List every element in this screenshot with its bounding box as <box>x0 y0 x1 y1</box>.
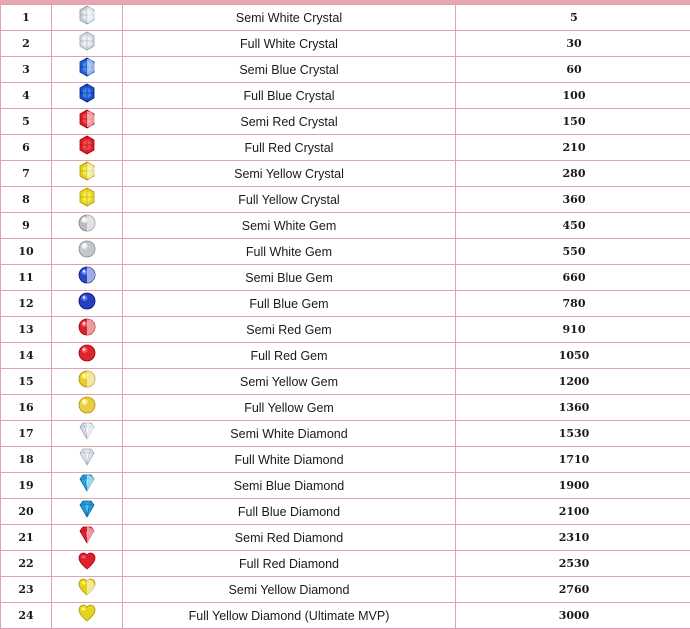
item-name: Full Red Diamond <box>123 551 456 577</box>
table-row <box>1 395 690 421</box>
item-value: 1050 <box>456 343 690 369</box>
full-blue-diamond-icon <box>77 499 97 524</box>
full-yellow-crystal-icon <box>77 187 97 212</box>
row-number: 24 <box>1 603 52 629</box>
item-value: 1710 <box>456 447 690 473</box>
table-row <box>1 31 690 57</box>
item-value: 1200 <box>456 369 690 395</box>
full-yellow-gem-icon <box>77 395 97 420</box>
table-row <box>1 5 690 31</box>
row-number: 6 <box>1 135 52 161</box>
icon-cell <box>52 161 123 187</box>
icon-cell <box>52 57 123 83</box>
table-row <box>1 551 690 577</box>
item-name: Semi White Crystal <box>123 5 456 31</box>
row-number: 20 <box>1 499 52 525</box>
semi-yellow-gem-icon <box>77 369 97 394</box>
row-number: 3 <box>1 57 52 83</box>
icon-cell <box>52 421 123 447</box>
item-value: 280 <box>456 161 690 187</box>
item-name: Full Red Crystal <box>123 135 456 161</box>
item-name: Semi Blue Crystal <box>123 57 456 83</box>
table-row <box>1 603 690 629</box>
row-number: 22 <box>1 551 52 577</box>
icon-cell <box>52 291 123 317</box>
full-red-diamond-icon <box>77 551 97 576</box>
item-value: 550 <box>456 239 690 265</box>
item-name: Full White Crystal <box>123 31 456 57</box>
icon-cell <box>52 213 123 239</box>
semi-white-gem-icon <box>77 213 97 238</box>
table-row <box>1 343 690 369</box>
full-red-gem-icon <box>77 343 97 368</box>
icon-cell <box>52 369 123 395</box>
table-row <box>1 213 690 239</box>
table-row <box>1 161 690 187</box>
item-value: 210 <box>456 135 690 161</box>
item-value: 450 <box>456 213 690 239</box>
row-number: 13 <box>1 317 52 343</box>
row-number: 8 <box>1 187 52 213</box>
icon-cell <box>52 109 123 135</box>
table-row <box>1 265 690 291</box>
item-name: Semi Red Gem <box>123 317 456 343</box>
full-white-gem-icon <box>77 239 97 264</box>
row-number: 2 <box>1 31 52 57</box>
icon-cell <box>52 265 123 291</box>
full-blue-crystal-icon <box>77 83 97 108</box>
item-value: 100 <box>456 83 690 109</box>
table-row <box>1 369 690 395</box>
full-white-diamond-icon <box>77 447 97 472</box>
icon-cell <box>52 135 123 161</box>
table-row <box>1 291 690 317</box>
item-value: 360 <box>456 187 690 213</box>
table-row <box>1 135 690 161</box>
icon-cell <box>52 187 123 213</box>
item-name: Semi Blue Gem <box>123 265 456 291</box>
item-name: Full Yellow Crystal <box>123 187 456 213</box>
item-name: Semi Red Diamond <box>123 525 456 551</box>
item-value: 1360 <box>456 395 690 421</box>
icon-cell <box>52 447 123 473</box>
table-row <box>1 577 690 603</box>
icon-cell <box>52 317 123 343</box>
full-yellow-diamond-icon <box>77 603 97 628</box>
item-value: 5 <box>456 5 690 31</box>
gem-reward-table <box>0 4 690 629</box>
row-number: 9 <box>1 213 52 239</box>
semi-blue-crystal-icon <box>77 57 97 82</box>
icon-cell <box>52 5 123 31</box>
icon-cell <box>52 603 123 629</box>
icon-cell <box>52 499 123 525</box>
icon-cell <box>52 239 123 265</box>
item-value: 910 <box>456 317 690 343</box>
semi-blue-diamond-icon <box>77 473 97 498</box>
row-number: 16 <box>1 395 52 421</box>
item-value: 1530 <box>456 421 690 447</box>
item-name: Semi White Diamond <box>123 421 456 447</box>
row-number: 23 <box>1 577 52 603</box>
icon-cell <box>52 577 123 603</box>
item-value: 30 <box>456 31 690 57</box>
item-value: 1900 <box>456 473 690 499</box>
table-row <box>1 187 690 213</box>
item-name: Semi Red Crystal <box>123 109 456 135</box>
item-name: Semi Yellow Gem <box>123 369 456 395</box>
item-value: 150 <box>456 109 690 135</box>
table-row <box>1 473 690 499</box>
item-name: Full Yellow Gem <box>123 395 456 421</box>
item-name: Full White Diamond <box>123 447 456 473</box>
item-value: 60 <box>456 57 690 83</box>
table-row <box>1 421 690 447</box>
icon-cell <box>52 83 123 109</box>
semi-red-diamond-icon <box>77 525 97 550</box>
row-number: 21 <box>1 525 52 551</box>
row-number: 10 <box>1 239 52 265</box>
table-row <box>1 109 690 135</box>
icon-cell <box>52 525 123 551</box>
table-row <box>1 239 690 265</box>
item-name: Full Red Gem <box>123 343 456 369</box>
semi-red-crystal-icon <box>77 109 97 134</box>
row-number: 11 <box>1 265 52 291</box>
full-white-crystal-icon <box>77 31 97 56</box>
semi-white-diamond-icon <box>77 421 97 446</box>
item-name: Semi White Gem <box>123 213 456 239</box>
table-row <box>1 499 690 525</box>
table-row <box>1 525 690 551</box>
row-number: 4 <box>1 83 52 109</box>
item-name: Semi Blue Diamond <box>123 473 456 499</box>
item-value: 2530 <box>456 551 690 577</box>
icon-cell <box>52 551 123 577</box>
icon-cell <box>52 473 123 499</box>
row-number: 19 <box>1 473 52 499</box>
item-value: 2310 <box>456 525 690 551</box>
table-row <box>1 83 690 109</box>
item-name: Semi Yellow Crystal <box>123 161 456 187</box>
item-value: 660 <box>456 265 690 291</box>
icon-cell <box>52 395 123 421</box>
table-row <box>1 447 690 473</box>
item-name: Full Blue Diamond <box>123 499 456 525</box>
item-name: Semi Yellow Diamond <box>123 577 456 603</box>
item-value: 780 <box>456 291 690 317</box>
item-value: 2100 <box>456 499 690 525</box>
full-blue-gem-icon <box>77 291 97 316</box>
icon-cell <box>52 343 123 369</box>
row-number: 18 <box>1 447 52 473</box>
semi-red-gem-icon <box>77 317 97 342</box>
table-row <box>1 57 690 83</box>
item-name: Full White Gem <box>123 239 456 265</box>
row-number: 1 <box>1 5 52 31</box>
item-value: 3000 <box>456 603 690 629</box>
semi-blue-gem-icon <box>77 265 97 290</box>
row-number: 14 <box>1 343 52 369</box>
item-name: Full Blue Crystal <box>123 83 456 109</box>
row-number: 7 <box>1 161 52 187</box>
semi-yellow-crystal-icon <box>77 161 97 186</box>
table-body <box>1 5 690 629</box>
item-name: Full Yellow Diamond (Ultimate MVP) <box>123 603 456 629</box>
row-number: 5 <box>1 109 52 135</box>
table-row <box>1 317 690 343</box>
item-value: 2760 <box>456 577 690 603</box>
row-number: 17 <box>1 421 52 447</box>
item-name: Full Blue Gem <box>123 291 456 317</box>
row-number: 15 <box>1 369 52 395</box>
icon-cell <box>52 31 123 57</box>
semi-white-crystal-icon <box>77 5 97 30</box>
full-red-crystal-icon <box>77 135 97 160</box>
semi-yellow-diamond-icon <box>77 577 97 602</box>
row-number: 12 <box>1 291 52 317</box>
